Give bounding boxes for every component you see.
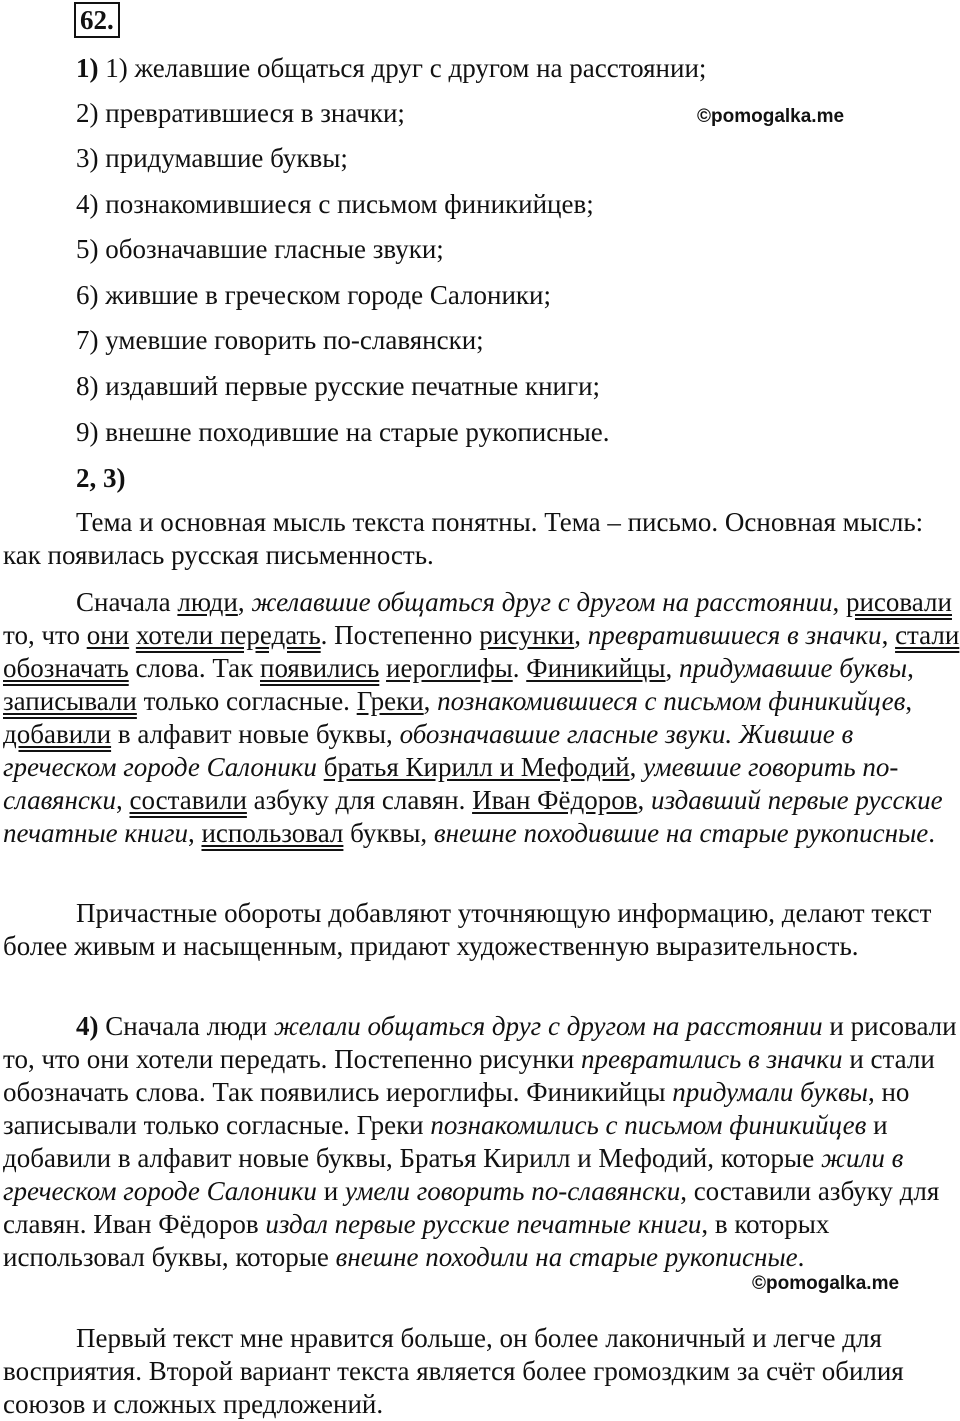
theme-paragraph <box>3 506 960 572</box>
text-run: придумавшие буквы <box>679 653 908 683</box>
text-run: , <box>237 587 252 617</box>
text-run: превратились в значки <box>581 1044 843 1074</box>
opinion-text: Первый текст мне нравится больше, он более лаконичный и легче для восприятия. Второй вариант текста является более громоздким за счёт обилия союзов и сложных предложений. <box>3 1323 904 1419</box>
text-run: , <box>637 785 651 815</box>
text-run: рисовали <box>845 587 952 617</box>
part-4-label: 4) <box>76 1011 99 1041</box>
text-run: стали обозначать <box>3 620 960 683</box>
text-run: появились <box>260 653 380 683</box>
text-run: хотели передать <box>135 620 321 650</box>
text-run: внешне походившие на старые рукописные <box>433 818 929 848</box>
text-run: и рисовали то, что они хотели передать. Постепенно рисунки <box>3 1011 957 1074</box>
list-item: 6) жившие в греческом городе Салоники; <box>76 280 552 310</box>
text-run: , составили азбуку для славян. Иван Фёдоров <box>3 1176 940 1239</box>
text-run: . Постепенно <box>320 620 480 650</box>
text-run: . <box>928 818 935 848</box>
text-run: , <box>116 785 130 815</box>
text-run: умевшие говорить по-славянски <box>3 752 899 815</box>
text-run: они <box>86 620 130 650</box>
list-item: 9) внешне походившие на старые рукописные. <box>76 417 610 447</box>
text-run: , <box>832 587 846 617</box>
list-item: 2) превратившиеся в значки; <box>76 98 405 128</box>
text-run: , <box>905 686 913 716</box>
text-run: слова. Так <box>128 653 260 683</box>
text-run: , но записывали только согласные. Греки <box>3 1077 910 1140</box>
text-run: азбуку для славян. <box>246 785 473 815</box>
text-run: желали общаться друг с другом на расстоянии <box>273 1011 823 1041</box>
text-run: , <box>574 620 588 650</box>
theme-text: Тема и основная мысль текста понятны. Тема – письмо. Основная мысль: как появилась русская письменность. <box>3 507 924 570</box>
text-run <box>317 752 324 782</box>
text-run: , в которых использовал буквы, которые <box>3 1209 830 1272</box>
list-item: 5) обозначавшие гласные звуки; <box>76 234 444 264</box>
text-run: обозначавшие гласные звуки. Жившие в греческом городе Салоники <box>3 719 854 782</box>
text-run: внешне походили на старые рукописные <box>335 1242 798 1272</box>
text-run: умели говорить по-славянски <box>344 1176 681 1206</box>
text-run: использовал <box>201 818 344 848</box>
analysis-paragraph <box>3 586 960 850</box>
text-run: , <box>665 653 680 683</box>
text-run: записывали <box>3 686 137 716</box>
text-run: составили <box>129 785 247 815</box>
text-run: Иван Фёдоров <box>472 785 638 815</box>
part-4-paragraph <box>3 1010 960 1274</box>
text-run: добавили <box>3 719 112 749</box>
text-run: превратившиеся в значки <box>587 620 882 650</box>
text-run: рисунки <box>479 620 575 650</box>
text-run: Финикийцы <box>526 653 666 683</box>
part-1-label: 1) <box>76 53 99 83</box>
text-run <box>129 620 136 650</box>
text-run: люди <box>177 587 238 617</box>
text-run: жили в греческом городе Салоники <box>3 1143 904 1206</box>
text-run: желавшие общаться друг с другом на расстоянии <box>251 587 833 617</box>
text-run: Греки <box>356 686 424 716</box>
text-run: познакомившиеся с письмом финикийцев <box>437 686 906 716</box>
text-run: , <box>881 620 896 650</box>
watermark: ©pomogalka.me <box>697 106 845 127</box>
text-run: буквы, <box>343 818 434 848</box>
text-run: , <box>907 653 914 683</box>
list-item: 8) издавший первые русские печатные книги; <box>76 371 601 401</box>
text-run: . <box>512 653 527 683</box>
list-item: 3) придумавшие буквы; <box>76 143 348 173</box>
text-run: , <box>629 752 644 782</box>
text-run: . <box>797 1242 805 1272</box>
text-run: , <box>187 818 202 848</box>
text-run: издал первые русские печатные книги <box>265 1209 702 1239</box>
text-run: издавший первые русские печатные книги <box>3 785 943 848</box>
list-item: 7) умевшие говорить по-славянски; <box>76 325 484 355</box>
watermark: ©pomogalka.me <box>752 1273 900 1294</box>
text-run: Сначала люди <box>98 1011 274 1041</box>
text-run: и <box>316 1176 345 1206</box>
text-run: и стали обозначать слова. Так появились иероглифы. Финикийцы <box>3 1044 935 1107</box>
list-item: 4) познакомившиеся с письмом финикийцев; <box>76 189 594 219</box>
text-run: в алфавит новые буквы, <box>111 719 400 749</box>
text-run: Сначала <box>76 587 178 617</box>
text-run: то, что <box>3 620 87 650</box>
part-2-3-label: 2, 3) <box>76 463 126 493</box>
text-run: иероглифы <box>386 653 513 683</box>
list-item <box>76 52 706 84</box>
text-run: познакомились с письмом финикийцев <box>430 1110 867 1140</box>
conclusion-text: Причастные обороты добавляют уточняющую информацию, делают текст более живым и насыщенным, придают художественную выразительность. <box>3 898 932 961</box>
conclusion-paragraph <box>3 897 960 963</box>
list-item-text: 1) желавшие общаться друг с другом на расстоянии; <box>105 53 707 83</box>
opinion-paragraph <box>3 1322 960 1421</box>
text-run: и добавили в алфавит новые буквы, Братья Кирилл и Мефодий, которые <box>3 1110 888 1173</box>
text-run: придумали буквы <box>672 1077 868 1107</box>
analysis-text <box>3 586 960 850</box>
task-number: 62. <box>74 2 120 38</box>
text-run: братья Кирилл и Мефодий <box>323 752 630 782</box>
text-run: , <box>423 686 438 716</box>
text-run: только согласные. <box>136 686 357 716</box>
